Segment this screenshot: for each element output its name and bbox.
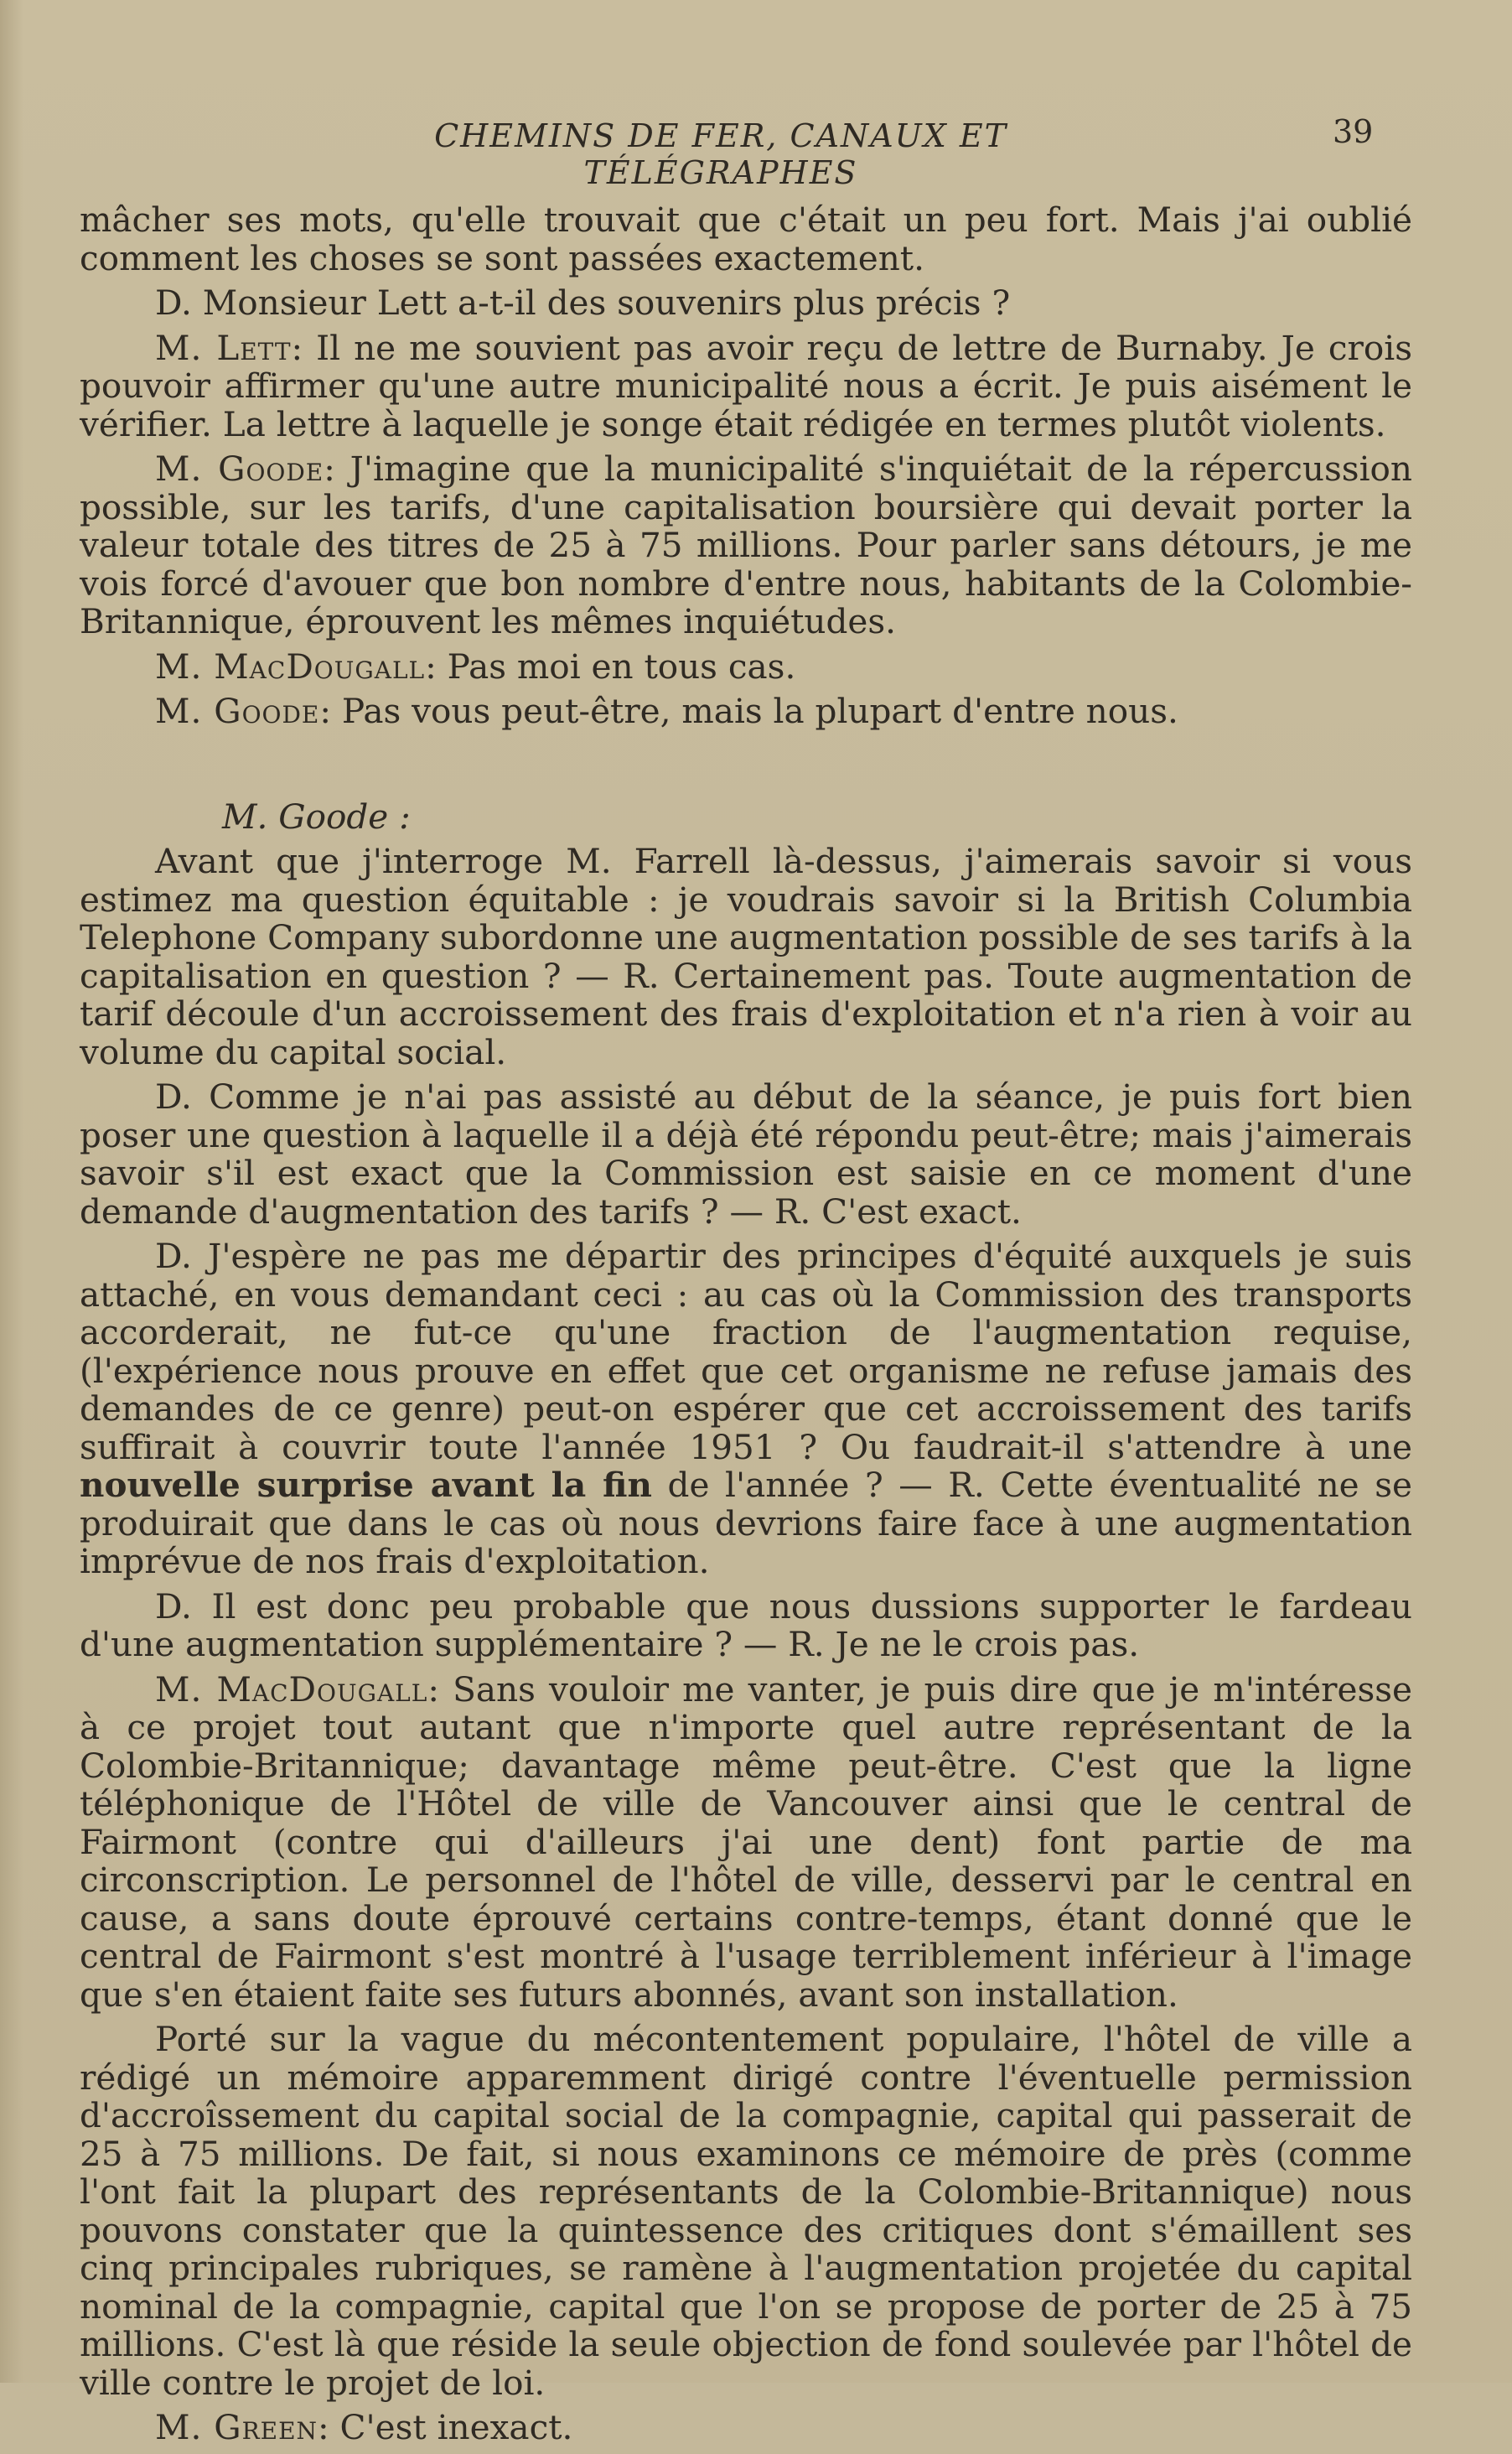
- speaker-name: M. Goode: [155, 691, 320, 731]
- paragraph: D. Monsieur Lett a-t-il des souvenirs plus précis ?: [155, 283, 1011, 323]
- speaker-name: M. MacDougall: [155, 1668, 428, 1709]
- paragraph: M. Lett: Il ne me souvient pas avoir reçu de lettre de Burnaby. Je crois pouvoir affirmer qu'une autre municipalité nous a écrit. Je puis aisément le vérifier. La lettre à laquelle je songe était rédigée en termes plutôt violents.: [80, 327, 1412, 444]
- paragraph: mâcher ses mots, qu'elle trouvait que c'était un peu fort. Mais j'ai oublié comment les choses se sont passées exactement.: [80, 200, 1412, 278]
- page-number: 39: [1333, 113, 1374, 150]
- body-text: [80, 201, 1412, 2454]
- speaker-name: M. Lett: [155, 327, 292, 368]
- paragraph: D. J'espère ne pas me départir des principes d'équité auxquels je suis attaché, en vous demandant ceci : au cas où la Commission des transports accorderait, ne fut-ce qu'une fraction de l'augmentation requise, (l'expérience nous prouve en effet que cet organisme ne refuse jamais des demandes de ce genre) peut-on espérer que cet accroissement des tarifs suffirait à couvrir toute l'année 1951 ? Ou faudrait-il s'attendre à une nouvelle surprise avant la fin de l'année ? — R. Cette éventualité ne se produirait que dans le cas où nous devrions faire face à une augmentation imprévue de nos frais d'exploitation.: [80, 1236, 1412, 1581]
- paragraph: Avant que j'interroge M. Farrell là-dessus, j'aimerais savoir si vous estimez ma question équitable : je voudrais savoir si la British Columbia Telephone Company subordonne une augmentation possible de ses tarifs à la capitalisation en question ? — R. Certainement pas. Toute augmentation de tarif découle d'un accroissement des frais d'exploitation et n'a rien à voir au volume du capital social.: [80, 841, 1412, 1072]
- section-subhead: M. Goode :: [222, 796, 411, 837]
- paragraph: M. Green: C'est inexact.: [155, 2407, 573, 2447]
- paragraph: D. Il est donc peu probable que nous dussions supporter le fardeau d'une augmentation supplémentaire ? — R. Je ne le crois pas.: [80, 1585, 1412, 1664]
- paragraph: Porté sur la vague du mécontentement populaire, l'hôtel de ville a rédigé un mémoire apparemment dirigé contre l'éventuelle permission d'accroîssement du capital social de la compagnie, capital qui passerait de 25 à 75 millions. De fait, si nous examinons ce mémoire de près (comme l'ont fait la plupart des représentants de la Colombie-Britannique) nous pouvons constater que la quintessence des critiques dont s'émaillent ses cinq principales rubriques, se ramène à l'augmentation projetée du capital nominal de la compagnie, capital que l'on se propose de porter de 25 à 75 millions. C'est là que réside la seule objection de fond soulevée par l'hôtel de ville contre le projet de loi.: [80, 2019, 1412, 2403]
- paragraph: M. MacDougall: Sans vouloir me vanter, je puis dire que je m'intéresse à ce projet tout autant que n'importe quel autre représentant de la Colombie-Britannique; davantage même peut-être. C'est que la ligne téléphonique de l'Hôtel de ville de Vancouver ainsi que le central de Fairmont (contre qui d'ailleurs j'ai une dent) font partie de ma circonscription. Le personnel de l'hôtel de ville, desservi par le central en cause, a sans doute éprouvé certains contre-temps, étant donné que le central de Fairmont s'est montré à l'usage terriblement inférieur à l'image que s'en étaient faite ses futurs abonnés, avant son installation.: [80, 1668, 1412, 2015]
- paragraph: M. Goode: Pas vous peut-être, mais la plupart d'entre nous.: [155, 691, 1178, 731]
- speaker-name: M. MacDougall: [155, 646, 426, 687]
- paragraph: D. Comme je n'ai pas assisté au début de la séance, je puis fort bien poser une question à laquelle il a déjà été répondu peut-être; mais j'aimerais savoir s'il est exact que la Commission est saisie en ce moment d'une demande d'augmentation des tarifs ? — R. C'est exact.: [80, 1077, 1412, 1232]
- section-gap: [80, 738, 1412, 798]
- bold-phrase: nouvelle surprise avant la fin: [80, 1465, 652, 1505]
- paragraph: M. Goode: J'imagine que la municipalité s'inquiétait de la répercussion possible, sur les tarifs, d'une capitalisation boursière qui devait porter la valeur totale des titres de 25 à 75 millions. Pour parler sans détours, je me vois forcé d'avouer que bon nombre d'entre nous, habitants de la Colombie-Britannique, éprouvent les mêmes inquiétudes.: [80, 449, 1412, 641]
- paragraph: M. MacDougall: Pas moi en tous cas.: [155, 646, 796, 687]
- running-header: CHEMINS DE FER, CANAUX ET TÉLÉGRAPHES: [434, 117, 1007, 191]
- speaker-name: M. Goode: [155, 449, 324, 489]
- speaker-name: M. Green: [155, 2407, 318, 2447]
